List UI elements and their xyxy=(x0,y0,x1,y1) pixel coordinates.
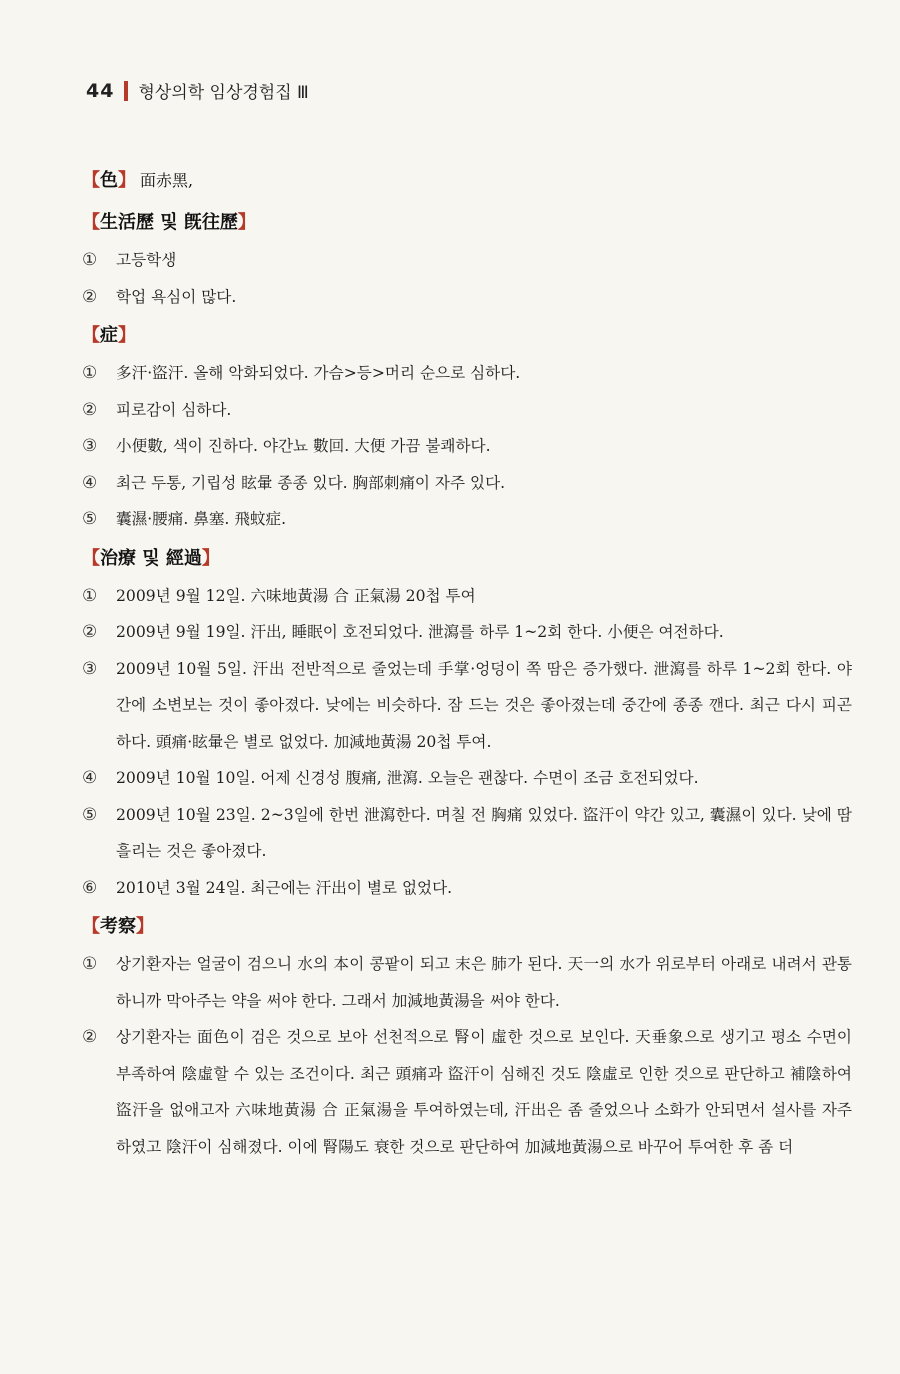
item-text: 최근 두통, 기립성 眩暈 종종 있다. 胸部刺痛이 자주 있다. xyxy=(116,473,506,492)
item-marker: ② xyxy=(82,622,98,642)
list-item xyxy=(82,797,852,870)
discussion-list xyxy=(82,946,852,1165)
list-item xyxy=(82,578,852,615)
item-text: 상기환자는 얼굴이 검으니 水의 本이 콩팥이 되고 末은 肺가 된다. 天一의 水가 위로부터 아래로 내려서 관통하니까 막아주는 약을 써야 한다. 그래서 加減地黃湯을 써야 한다. xyxy=(116,955,852,1010)
item-text: 2010년 3월 24일. 최근에는 汗出이 별로 없었다. xyxy=(116,878,453,897)
bracket-close: 】 xyxy=(118,325,136,346)
item-text: 小便數, 색이 진하다. 야간뇨 數回. 大便 가끔 불쾌하다. xyxy=(116,437,491,455)
history-list xyxy=(82,242,852,315)
bracket-close: 】 xyxy=(118,170,136,191)
item-text: 학업 욕심이 많다. xyxy=(116,287,237,306)
history-label: 生活歷 및 旣往歷 xyxy=(100,212,238,233)
item-marker: ① xyxy=(82,954,98,974)
discussion-heading xyxy=(82,914,852,940)
discussion-section xyxy=(82,914,852,1165)
bracket-close: 】 xyxy=(201,547,220,569)
list-item xyxy=(82,946,852,1019)
item-marker: ⑤ xyxy=(82,509,98,529)
treatment-list xyxy=(82,578,852,907)
book-title: 형상의학 임상경험집 Ⅲ xyxy=(138,83,309,103)
item-marker: ② xyxy=(82,286,98,307)
item-text: 2009년 10월 5일. 汗出 전반적으로 줄었는데 手掌·엉덩이 쪽 땀은 증가했다. 泄瀉를 하루 1~2회 한다. 야간에 소변보는 것이 좋아졌다. 낮에는 비슷하다. 잠 드는 것은 좋아졌는데 중간에 종종 깬다. 최근 다시 피곤하다. 頭痛·眩暈은 별로 없었다. 加減地黃湯 20첩 투여. xyxy=(116,659,852,751)
item-text: 상기환자는 面色이 검은 것으로 보아 선천적으로 腎이 虛한 것으로 보인다. 天垂象으로 생기고 평소 수면이 부족하여 陰虛할 수 있는 조건이다. 최근 頭痛과 盜汗이 심해진 것도 陰虛로 인한 것으로 판단하고 補陰하여 盜汗을 없애고자 六味地黃湯 合 正氣湯을 투여하였는데, 汗出은 좀 줄었으나 소화가 안되면서 설사를 자주 하였고 陰汗이 심해졌다. 이에 腎陽도 衰한 것으로 판단하여 加減地黃湯으로 바꾸어 투여한 후 좀 더 xyxy=(116,1028,852,1156)
bracket-open: 【 xyxy=(82,547,100,569)
symptom-section xyxy=(82,323,852,538)
bracket-open: 【 xyxy=(82,170,100,191)
item-text: 2009년 9월 19일. 汗出, 睡眠이 호전되었다. 泄瀉를 하루 1~2회 한다. 小便은 여전하다. xyxy=(116,623,724,641)
list-item xyxy=(82,392,852,429)
item-marker: ③ xyxy=(82,658,98,679)
symptom-heading xyxy=(82,323,852,349)
bracket-open: 【 xyxy=(82,916,100,937)
history-heading xyxy=(82,210,852,236)
item-text: 고등학생 xyxy=(116,251,177,269)
symptom-list xyxy=(82,355,852,538)
item-marker: ⑥ xyxy=(82,877,98,898)
item-marker: ④ xyxy=(82,472,98,493)
item-text: 囊濕·腰痛. 鼻塞. 飛蚊症. xyxy=(116,510,287,528)
color-text: 面赤黑, xyxy=(140,171,194,190)
list-item xyxy=(82,1019,852,1165)
bracket-close: 】 xyxy=(136,916,154,937)
list-item xyxy=(82,279,852,316)
main-content xyxy=(82,168,852,1173)
page-number: 44 xyxy=(86,79,115,102)
item-text: 2009년 10월 10일. 어제 신경성 腹痛, 泄瀉. 오늘은 괜찮다. 수면이 조금 호전되었다. xyxy=(116,769,699,787)
list-item xyxy=(82,651,852,761)
list-item xyxy=(82,870,852,907)
color-label: 色 xyxy=(100,170,118,191)
item-text: 2009년 9월 12일. 六味地黃湯 合 正氣湯 20첩 투여 xyxy=(116,586,476,605)
item-marker: ② xyxy=(82,399,98,420)
color-section xyxy=(82,168,852,194)
item-marker: ① xyxy=(82,363,98,383)
history-section xyxy=(82,210,852,315)
list-item xyxy=(82,501,852,538)
item-marker: ② xyxy=(82,1027,98,1047)
treatment-heading xyxy=(82,546,852,572)
item-marker: ③ xyxy=(82,436,98,456)
item-marker: ④ xyxy=(82,768,98,788)
item-text: 피로감이 심하다. xyxy=(116,400,232,419)
item-marker: ① xyxy=(82,250,98,270)
bracket-open: 【 xyxy=(82,325,100,346)
item-text: 多汗·盜汗. 올해 악화되었다. 가슴>등>머리 순으로 심하다. xyxy=(116,364,521,382)
item-marker: ⑤ xyxy=(82,804,98,825)
bracket-open: 【 xyxy=(82,212,100,233)
list-item xyxy=(82,355,852,392)
running-header xyxy=(86,78,309,103)
header-divider-bar xyxy=(124,81,128,101)
list-item xyxy=(82,242,852,279)
list-item xyxy=(82,614,852,651)
symptom-label: 症 xyxy=(100,325,118,346)
list-item xyxy=(82,760,852,797)
discussion-label: 考察 xyxy=(100,916,136,937)
list-item xyxy=(82,428,852,465)
item-text: 2009년 10월 23일. 2~3일에 한번 泄瀉한다. 며칠 전 胸痛 있었다. 盜汗이 약간 있고, 囊濕이 있다. 낮에 땀 흘리는 것은 좋아졌다. xyxy=(116,805,852,860)
color-heading xyxy=(82,168,852,194)
bracket-close: 】 xyxy=(237,212,256,233)
treatment-section xyxy=(82,546,852,907)
item-marker: ① xyxy=(82,585,98,606)
list-item xyxy=(82,465,852,502)
treatment-label: 治療 및 經過 xyxy=(100,547,202,569)
